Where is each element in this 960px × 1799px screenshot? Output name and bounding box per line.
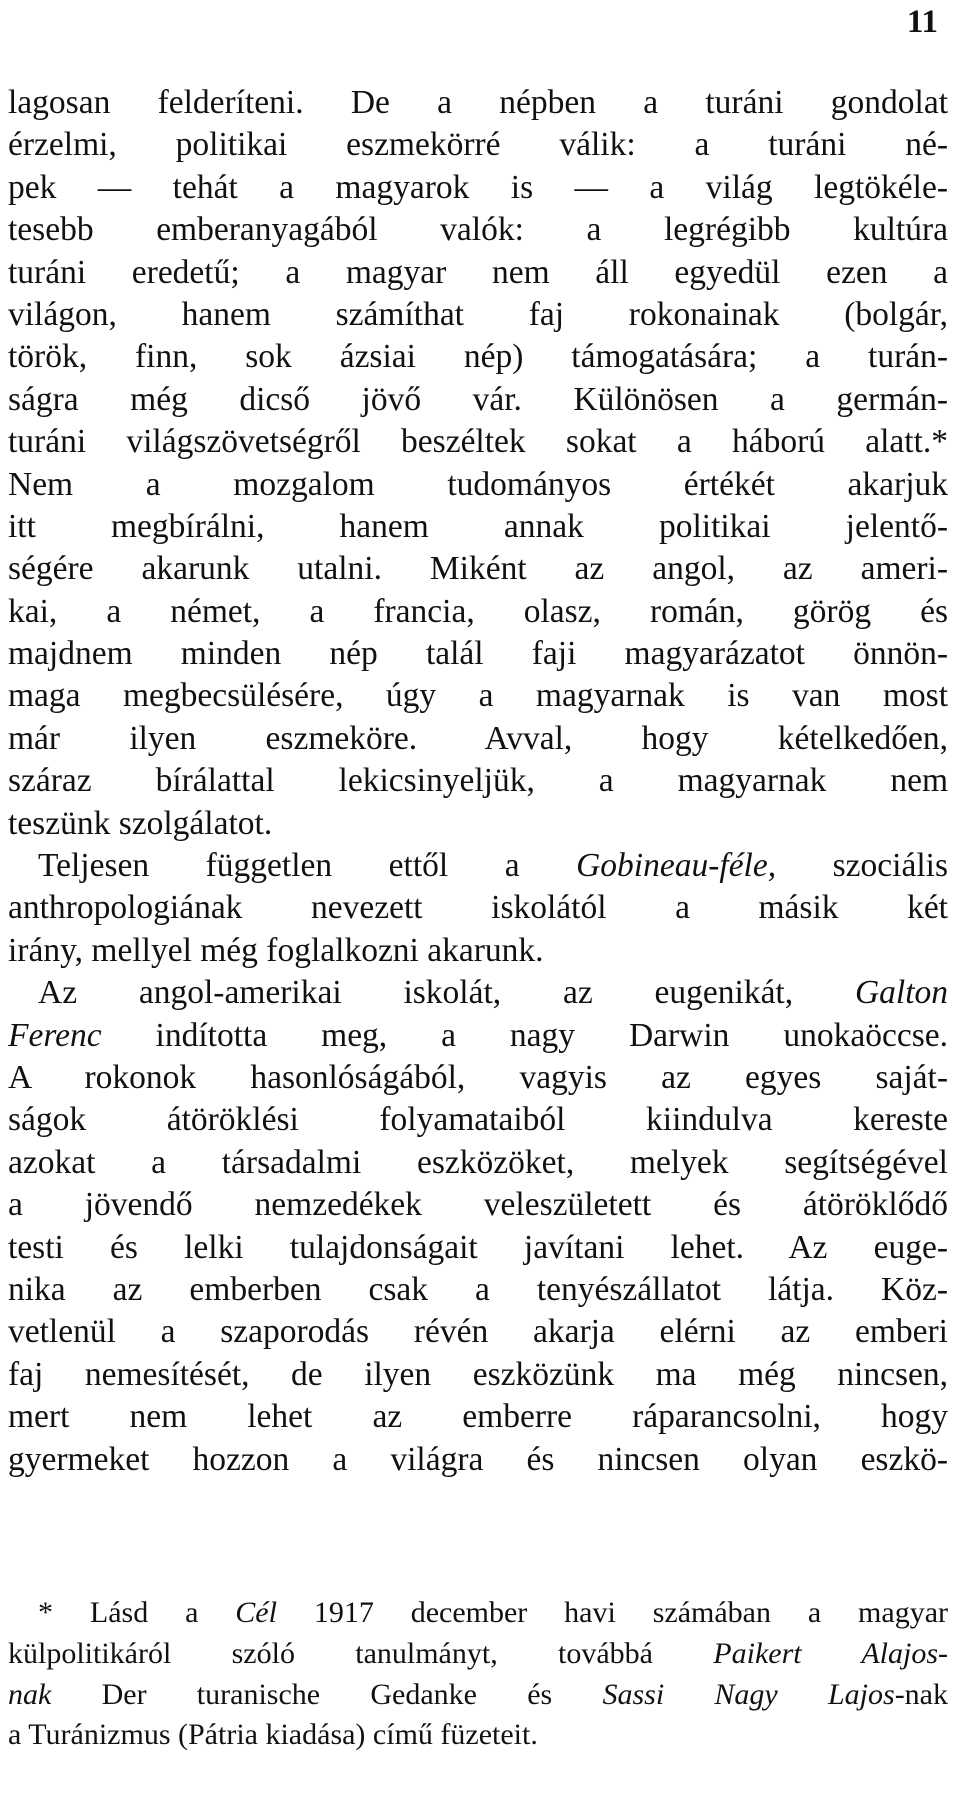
text-run: 1917 december havi számában a magyar — [276, 1596, 949, 1629]
text-line: pek — tehát a magyarok is — a világ legtökéle- — [8, 168, 948, 206]
text-line: világon, hanem számíthat faj rokonainak (bolgár, — [8, 295, 948, 333]
paragraph-galton-line — [8, 972, 948, 1014]
text-line: tesebb emberanyagából valók: a legrégibb kultúra — [8, 211, 948, 249]
text-run: Teljesen független ettől a — [38, 847, 577, 885]
text-line: már ilyen eszmeköre. Avval, hogy kételkedően, — [8, 719, 948, 757]
text-line: gyermeket hozzon a világra és nincsen olyan eszkö- — [8, 1440, 948, 1478]
italic-name: Sassi Nagy Lajos — [602, 1677, 895, 1711]
text-line: kai, a német, a francia, olasz, román, görög és — [8, 592, 948, 630]
text-line: ságok átöröklési folyamataiból kiindulva kereste — [8, 1101, 948, 1139]
footnote-line — [8, 1593, 948, 1634]
footnote-line: a Turánizmus (Pátria kiadása) című füzeteit. — [8, 1718, 538, 1752]
text-run: -nak — [894, 1677, 948, 1711]
text-line: irány, mellyel még foglalkozni akarunk. — [8, 931, 544, 969]
footnote-line — [8, 1634, 948, 1675]
text-line: érzelmi, politikai eszmekörré válik: a turáni né- — [8, 126, 948, 164]
text-line: lagosan felderíteni. De a népben a turáni gondolat — [8, 84, 948, 121]
paragraph-gobineau-line — [8, 845, 948, 887]
text-line: Nem a mozgalom tudományos értékét akarjuk — [8, 465, 948, 503]
text-line: teszünk szolgálatot. — [8, 804, 273, 842]
italic-name: Ferenc — [8, 1016, 102, 1054]
text-line: faj nemesítését, de ilyen eszközünk ma még nincsen, — [8, 1355, 948, 1393]
italic-name: Gobineau-féle, — [576, 847, 777, 885]
text-run: Der turanische Gedanke és — [51, 1677, 603, 1711]
italic-name: Galton — [854, 974, 948, 1012]
text-line: vetlenül a szaporodás révén akarja elérni az emberi — [8, 1313, 948, 1351]
body-text — [8, 82, 948, 1481]
text-line — [8, 1015, 948, 1057]
text-line: mert nem lehet az emberre ráparancsolni, hogy — [8, 1398, 948, 1436]
text-line: nika az emberben csak a tenyészállatot látja. Köz- — [8, 1270, 948, 1308]
text-run: indította meg, a nagy Darwin unokaöccse. — [101, 1016, 948, 1054]
footnote-line — [8, 1675, 948, 1716]
text-line: maga megbecsülésére, úgy a magyarnak is van most — [8, 677, 948, 715]
text-line: turáni világszövetségről beszéltek sokat a háború alatt.* — [8, 423, 948, 461]
text-run: Az angol-amerikai iskolát, az eugenikát, — [38, 974, 855, 1012]
text-line: itt megbírálni, hanem annak politikai jelentő- — [8, 507, 948, 545]
text-line: a jövendő nemzedékek veleszületett és átöröklődő — [8, 1186, 948, 1224]
text-run: szociális — [776, 847, 948, 885]
text-line: turáni eredetű; a magyar nem áll egyedül ezen a — [8, 253, 948, 291]
text-line: ségére akarunk utalni. Miként az angol, az ameri- — [8, 550, 948, 588]
text-line: török, finn, sok ázsiai nép) támogatására; a turán- — [8, 338, 948, 376]
text-line: anthropologiának nevezett iskolától a másik két — [8, 889, 948, 927]
page-number: 11 — [906, 4, 938, 40]
text-run: külpolitikáról szóló tanulmányt, továbbá — [8, 1636, 714, 1670]
text-line: majdnem minden nép talál faji magyarázatot önnön- — [8, 635, 948, 673]
italic-name: Paikert Alajos- — [713, 1636, 949, 1670]
text-line: száraz bírálattal lekicsinyeljük, a magyarnak nem — [8, 762, 948, 800]
text-line: A rokonok hasonlóságából, vagyis az egyes saját- — [8, 1058, 948, 1096]
italic-name: nak — [8, 1677, 52, 1711]
text-line: azokat a társadalmi eszközöket, melyek segítségével — [8, 1143, 948, 1181]
text-line: testi és lelki tulajdonságait javítani lehet. Az euge- — [8, 1228, 948, 1266]
text-run: * Lásd a — [38, 1596, 236, 1629]
text-line: ságra még dicső jövő vár. Különösen a germán- — [8, 380, 948, 418]
footnote — [8, 1593, 948, 1756]
italic-title: Cél — [235, 1596, 277, 1629]
